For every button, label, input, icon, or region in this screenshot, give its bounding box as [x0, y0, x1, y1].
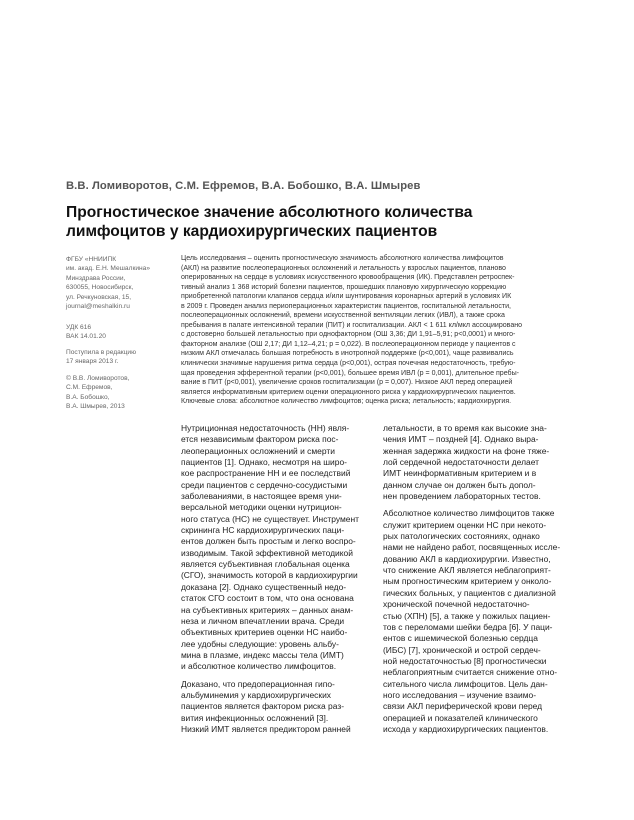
- paragraph-line: Низкий ИМТ является предиктором ранней: [181, 723, 351, 734]
- text-line: клинически значимые нарушения ритма сердца (p<0,001), острая почечная недостаточность, требую-: [181, 360, 516, 368]
- text-line: Ключевые слова: абсолютное количество лимфоцитов; оценка риска; летальность; кардиохирургия.: [181, 398, 512, 406]
- paragraph-line: служит критерием оценки НС при некото-: [383, 519, 547, 530]
- received-block: [66, 348, 176, 367]
- text-line: факторном анализе (ОШ 2,17; ДИ 1,12–4,21; p = 0,022). В послеоперационном периоде у пациентов с: [181, 340, 516, 348]
- text-line: В.А. Бобошко,: [66, 393, 110, 401]
- paragraph: [181, 679, 371, 736]
- paragraph-line: леоперационных осложнений и смерти: [181, 445, 335, 456]
- text-line: (АКЛ) на развитие послеоперационных осложнений и летальность у взрослых пациентов, планово: [181, 264, 506, 272]
- text-line: Поступила в редакцию: [66, 349, 137, 356]
- paragraph-line: исхода у кардиохирургических пациентов.: [383, 723, 549, 734]
- paragraph-line: дованию АКЛ в кардиохирургии. Известно,: [383, 553, 551, 564]
- paragraph-line: ного исследования – изучение взаимо-: [383, 689, 537, 700]
- paragraph-line: ентов с ишемической болезнью сердца: [383, 633, 538, 644]
- paragraph-line: нами не найдено работ, посвященных иссле-: [383, 542, 561, 553]
- paragraph-line: Доказано, что предоперационная гипо-: [181, 678, 335, 689]
- article-title: [66, 203, 586, 241]
- paragraph-line: и абсолютное количество лимфоцитов.: [181, 661, 337, 672]
- text-line: В.А. Шмырев, 2013: [66, 403, 125, 411]
- paragraph-line: чения ИМТ – поздней [4]. Однако выра-: [383, 434, 539, 445]
- paragraph-line: изводимым. Такой эффективной методикой: [181, 547, 353, 558]
- text-line: © В.В. Ломиворотов,: [66, 375, 130, 382]
- body-column-left: [181, 423, 371, 735]
- paragraph-line: мина в плазме, индекс массы тела (ИМТ): [181, 649, 344, 660]
- paragraph-line: летальности, в то время как высокие зна-: [383, 423, 547, 433]
- paragraph-line: хронической почечной недостаточно-: [383, 599, 530, 610]
- text-line: послеоперационных осложнений, времени искусственной вентиляции легких (ИВЛ), а также срока: [181, 312, 505, 320]
- paragraph-line: операцией и показателей клинического: [383, 712, 538, 723]
- copyright-block: [66, 374, 176, 412]
- text-line: щая проведения эфферентной терапии (p<0,001), большее время ИВЛ (p = 0,001), длительное пребы-: [181, 369, 519, 377]
- paragraph-line: ентов должен быть простым и легко воспро-: [181, 536, 356, 547]
- text-line: С.М. Ефремов,: [66, 384, 113, 392]
- paragraph-line: стью (ХПН) [5], а также у пожилых пациен-: [383, 610, 551, 621]
- paragraph-line: что снижение АКЛ является неблагоприят-: [383, 565, 551, 576]
- text-line: ФГБУ «ННИИПК: [66, 256, 117, 263]
- paragraph-line: кое распространение НН и ее последствий: [181, 468, 351, 479]
- paragraph-line: ным прогностическим критерием у онколо-: [383, 576, 552, 587]
- paragraph-line: женная задержка жидкости на фоне тяже-: [383, 445, 550, 456]
- paragraph-line: альбуминемия у кардиохирургических: [181, 689, 332, 700]
- text-line: с достоверно большей летальностью при однофакторном (ОШ 3,36; ДИ 1,91–5,91; p<0,0001) и много-: [181, 331, 516, 339]
- paragraph-line: (СГО), значимость которой в кардиохирургии: [181, 570, 358, 581]
- udc-block: [66, 323, 176, 342]
- paragraph-line: тов с переломами шейки бедра [6]. У паци-: [383, 621, 553, 632]
- paragraph-line: объективных критериев оценки НС наибо-: [181, 627, 348, 638]
- text-line: 630055, Новосибирск,: [66, 284, 134, 292]
- text-line: тивный анализ 1 368 историй болезни пациентов, прошедших плановую хирургическую коррекцию: [181, 283, 507, 291]
- text-line: Цель исследования – оценить прогностическую значимость абсолютного количества лимфоцитов: [181, 255, 504, 262]
- paragraph-line: сительного числа лимфоцитов. Цель дан-: [383, 678, 548, 689]
- body-column-right: [383, 423, 573, 735]
- text-line: оперированных на сердце в условиях искусственного кровообращения (ИК). Представлен ретроспек-: [181, 274, 515, 282]
- paragraph-line: лой сердечной недостаточности делает: [383, 457, 539, 468]
- title-line: Прогностическое значение абсолютного количества: [66, 204, 473, 221]
- paragraph-line: связи АКЛ периферической крови перед: [383, 701, 543, 712]
- paragraph-line: является субъективная глобальная оценка: [181, 559, 350, 570]
- text-line: 17 января 2013 г.: [66, 358, 119, 366]
- text-line: является информативным критерием оценки операционного риска у кардиохирургических пациентов.: [181, 388, 516, 396]
- paragraph-line: заболеваниями, в настоящее время уни-: [181, 491, 342, 502]
- text-line: пребывания в палате интенсивной терапии (ПИТ) и госпитализации. АКЛ < 1 611 кл/мкл ассоциировано: [181, 321, 523, 329]
- title-line: лимфоцитов у кардиохирургических пациентов: [66, 223, 438, 240]
- paragraph-line: (ИБС) [7], хронической и острой сердеч-: [383, 644, 541, 655]
- paragraph-line: рых патологических состояниях, однако: [383, 531, 540, 542]
- text-line: вание в ПИТ (p<0,001), увеличение сроков госпитализации (p = 0,007). Низкое АКЛ перед операцией: [181, 379, 513, 387]
- paragraph-line: лее удобны следующие: уровень альбу-: [181, 638, 339, 649]
- text-line: Минздрава России,: [66, 274, 126, 282]
- affiliation-block: [66, 255, 176, 311]
- authors-line: В.В. Ломиворотов, С.М. Ефремов, В.А. Бобошко, В.А. Шмырев: [66, 180, 421, 192]
- paragraph-line: Абсолютное количество лимфоцитов также: [383, 508, 555, 519]
- paragraph-line: доказана [2]. Однако существенный недо-: [181, 581, 347, 592]
- paragraph-line: на субъективных критериях – данных анам-: [181, 604, 354, 615]
- paragraph-line: ной недостаточностью [8] прогностически: [383, 655, 547, 666]
- paragraph-line: неблагоприятным считается снижение отно-: [383, 667, 558, 678]
- paragraph-line: вития инфекционных осложнений [3].: [181, 712, 329, 723]
- paragraph-line: гических больных, у пациентов с диализной: [383, 587, 556, 598]
- paragraph-line: ИМТ неинформативным критерием и в: [383, 468, 537, 479]
- paragraph-line: пациентов [1]. Однако, несмотря на широ-: [181, 457, 347, 468]
- text-line: приобретенной патологии клапанов сердца и/или шунтирования коронарных артерий в условиях ИК: [181, 293, 512, 301]
- text-line: низким АКЛ отмечалась большая потребность в инотропной поддержке (p<0,001), чаще развивались: [181, 350, 514, 358]
- text-line: им. акад. Е.Н. Мешалкина»: [66, 265, 150, 273]
- text-line: в 2009 г. Проведен анализ периоперационных характеристик пациентов, госпитальной летальности,: [181, 302, 511, 310]
- text-line: УДК 616: [66, 324, 92, 331]
- paragraph-line: неза и личном впечатлении врача. Среди: [181, 615, 345, 626]
- paragraph-line: ного статуса (НС) не существует. Инструмент: [181, 513, 360, 524]
- paragraph-line: данном случае он должен быть допол-: [383, 479, 536, 490]
- text-line: ул. Речкуновская, 15,: [66, 293, 132, 301]
- paragraph-line: ется независимым фактором риска пос-: [181, 434, 339, 445]
- paragraph-line: статок СГО состоит в том, что она основана: [181, 593, 354, 604]
- paragraph-line: среди пациентов с сердечно-сосудистыми: [181, 479, 348, 490]
- paragraph-line: скрининга НС кардиохирургических паци-: [181, 525, 345, 536]
- paragraph: [383, 508, 573, 735]
- paragraph-line: пациентов является фактором риска раз-: [181, 701, 345, 712]
- abstract: [181, 254, 577, 407]
- paragraph-line: нен проведением лабораторных тестов.: [383, 491, 541, 502]
- text-line: journal@meshalkin.ru: [66, 303, 130, 311]
- paragraph: [181, 423, 371, 673]
- text-line: ВАК 14.01.20: [66, 333, 106, 341]
- paragraph: [383, 423, 573, 502]
- paragraph-line: версальной методики оценки нутрицион-: [181, 502, 342, 513]
- paragraph-line: Нутриционная недостаточность (НН) явля-: [181, 423, 350, 433]
